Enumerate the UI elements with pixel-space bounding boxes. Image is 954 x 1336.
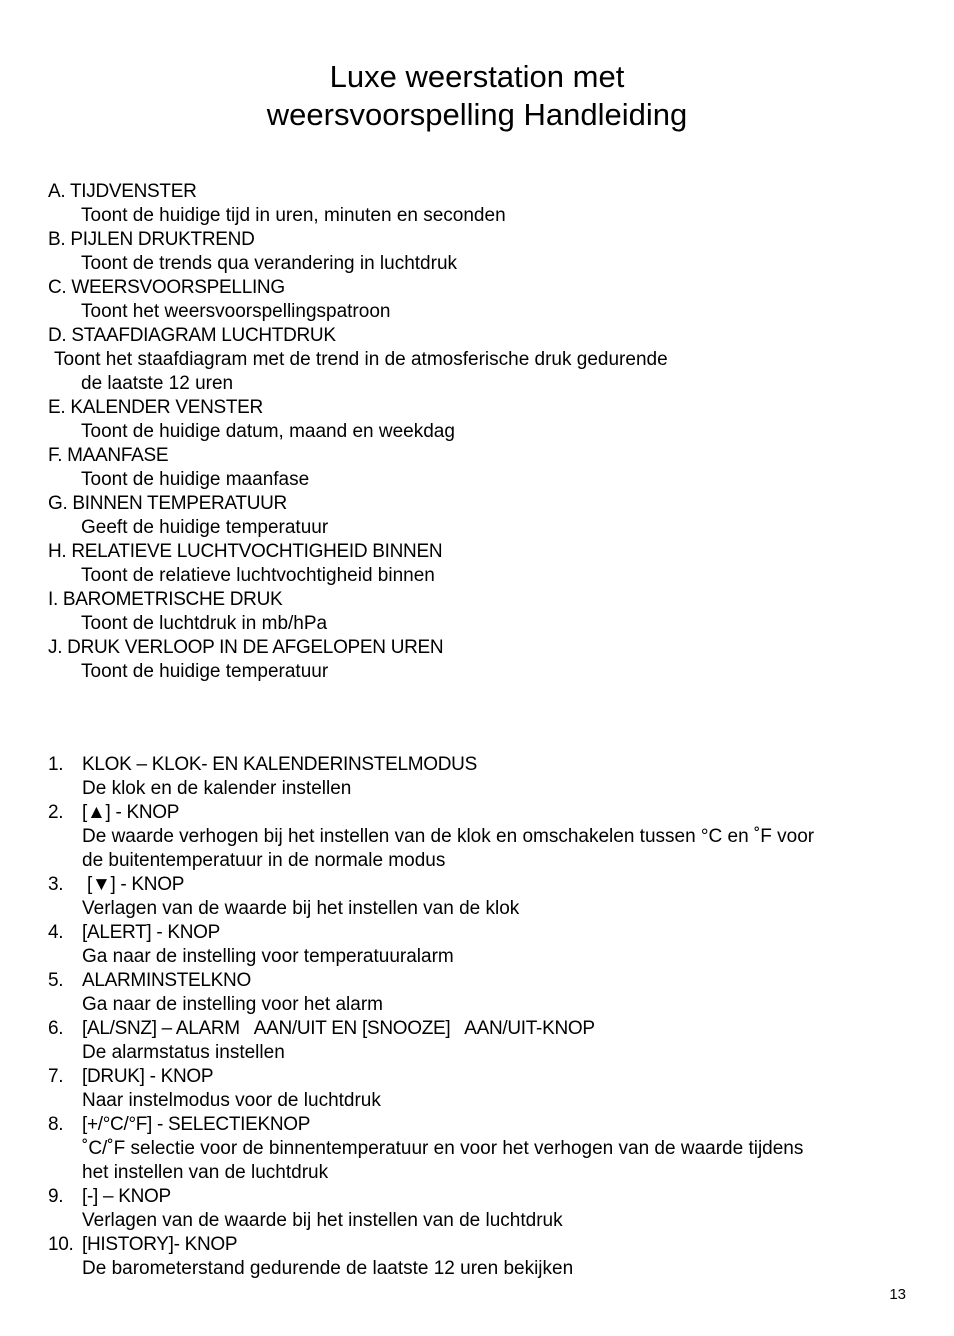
entry-description: Toont de huidige temperatuur [81, 661, 329, 682]
entry-description: Toont de huidige tijd in uren, minuten en seconden [81, 205, 506, 226]
item-description-line-1: ˚C/˚F selectie voor de binnentemperatuur en voor het verhogen van de waarde tijdens [82, 1138, 804, 1159]
entry-heading: H. RELATIEVE LUCHTVOCHTIGHEID BINNEN [48, 541, 443, 562]
item-description: Ga naar de instelling voor het alarm [82, 994, 383, 1015]
item-description: Verlagen van de waarde bij het instellen van de luchtdruk [82, 1210, 563, 1231]
entry-heading: E. KALENDER VENSTER [48, 397, 263, 418]
item-description [48, 1137, 918, 1185]
item-description: Verlagen van de waarde bij het instellen van de klok [82, 898, 520, 919]
item-number: 6. [48, 1018, 64, 1039]
item-title: [HISTORY]- KNOP [82, 1234, 238, 1255]
item-number: 4. [48, 922, 64, 943]
item-title: [AL/SNZ] – ALARM AAN/UIT EN [SNOOZE] AAN/UIT-KNOP [82, 1018, 595, 1039]
button-heading [48, 1017, 918, 1041]
entry-description: Geeft de huidige temperatuur [81, 517, 329, 538]
item-title: [▲] - KNOP [82, 802, 180, 823]
buttons-list [48, 753, 918, 1281]
entry-description: Toont het weersvoorspellingspatroon [81, 301, 391, 322]
display-parts-list [48, 180, 928, 684]
item-description: Naar instelmodus voor de luchtdruk [82, 1090, 381, 1111]
item-description: De barometerstand gedurende de laatste 12 uren bekijken [82, 1258, 574, 1279]
button-heading [48, 921, 918, 945]
item-title: [DRUK] - KNOP [82, 1066, 214, 1087]
page-title [0, 58, 954, 134]
item-number: 5. [48, 970, 64, 991]
item-description: De klok en de kalender instellen [82, 778, 352, 799]
item-number: 9. [48, 1186, 64, 1207]
entry-heading: I. BAROMETRISCHE DRUK [48, 589, 283, 610]
entry-heading: J. DRUK VERLOOP IN DE AFGELOPEN UREN [48, 637, 444, 658]
entry-description: Toont de huidige maanfase [81, 469, 310, 490]
entry-description: Toont de huidige datum, maand en weekdag [81, 421, 455, 442]
item-description-line-2: het instellen van de luchtdruk [82, 1162, 329, 1183]
entry-heading: G. BINNEN TEMPERATUUR [48, 493, 287, 514]
entry-heading: F. MAANFASE [48, 445, 169, 466]
entry-heading: C. WEERSVOORSPELLING [48, 277, 285, 298]
item-description-line-2: de buitentemperatuur in de normale modus [82, 850, 446, 871]
button-heading [48, 1185, 918, 1209]
item-title: [+/°C/°F] - SELECTIEKNOP [82, 1114, 311, 1135]
entry-description-line-2: de laatste 12 uren [81, 373, 234, 394]
button-heading [48, 1065, 918, 1089]
item-title: [ALERT] - KNOP [82, 922, 220, 943]
entry-description: Toont de trends qua verandering in luchtdruk [81, 253, 458, 274]
entry-description: Toont de luchtdruk in mb/hPa [81, 613, 328, 634]
entry-description-line-1: Toont het staafdiagram met de trend in de atmosferische druk gedurende [54, 349, 668, 370]
item-title: [▼] - KNOP [82, 874, 185, 895]
button-heading [48, 873, 918, 897]
entry-heading: A. TIJDVENSTER [48, 181, 197, 202]
item-title: [-] – KNOP [82, 1186, 171, 1207]
item-number: 10. [48, 1234, 74, 1255]
entry-description [48, 348, 928, 396]
item-description-line-1: De waarde verhogen bij het instellen van de klok en omschakelen tussen °C en ˚F voor [82, 826, 815, 847]
button-heading [48, 969, 918, 993]
item-number: 7. [48, 1066, 64, 1087]
item-description: De alarmstatus instellen [82, 1042, 285, 1063]
item-title: ALARMINSTELKNO [82, 970, 251, 991]
entry-heading: B. PIJLEN DRUKTREND [48, 229, 255, 250]
title-line-1: Luxe weerstation met [329, 59, 625, 94]
item-title: KLOK – KLOK- EN KALENDERINSTELMODUS [82, 754, 477, 775]
item-number: 1. [48, 754, 64, 775]
button-heading [48, 801, 918, 825]
item-description: Ga naar de instelling voor temperatuuralarm [82, 946, 454, 967]
entry-description: Toont de relatieve luchtvochtigheid binnen [81, 565, 435, 586]
item-description [48, 825, 918, 873]
item-number: 3. [48, 874, 64, 895]
button-heading [48, 1233, 918, 1257]
page-number: 13 [889, 1286, 906, 1303]
title-line-2: weersvoorspelling Handleiding [266, 97, 688, 132]
button-heading [48, 753, 918, 777]
item-number: 2. [48, 802, 64, 823]
item-number: 8. [48, 1114, 64, 1135]
button-heading [48, 1113, 918, 1137]
entry-heading: D. STAAFDIAGRAM LUCHTDRUK [48, 325, 336, 346]
